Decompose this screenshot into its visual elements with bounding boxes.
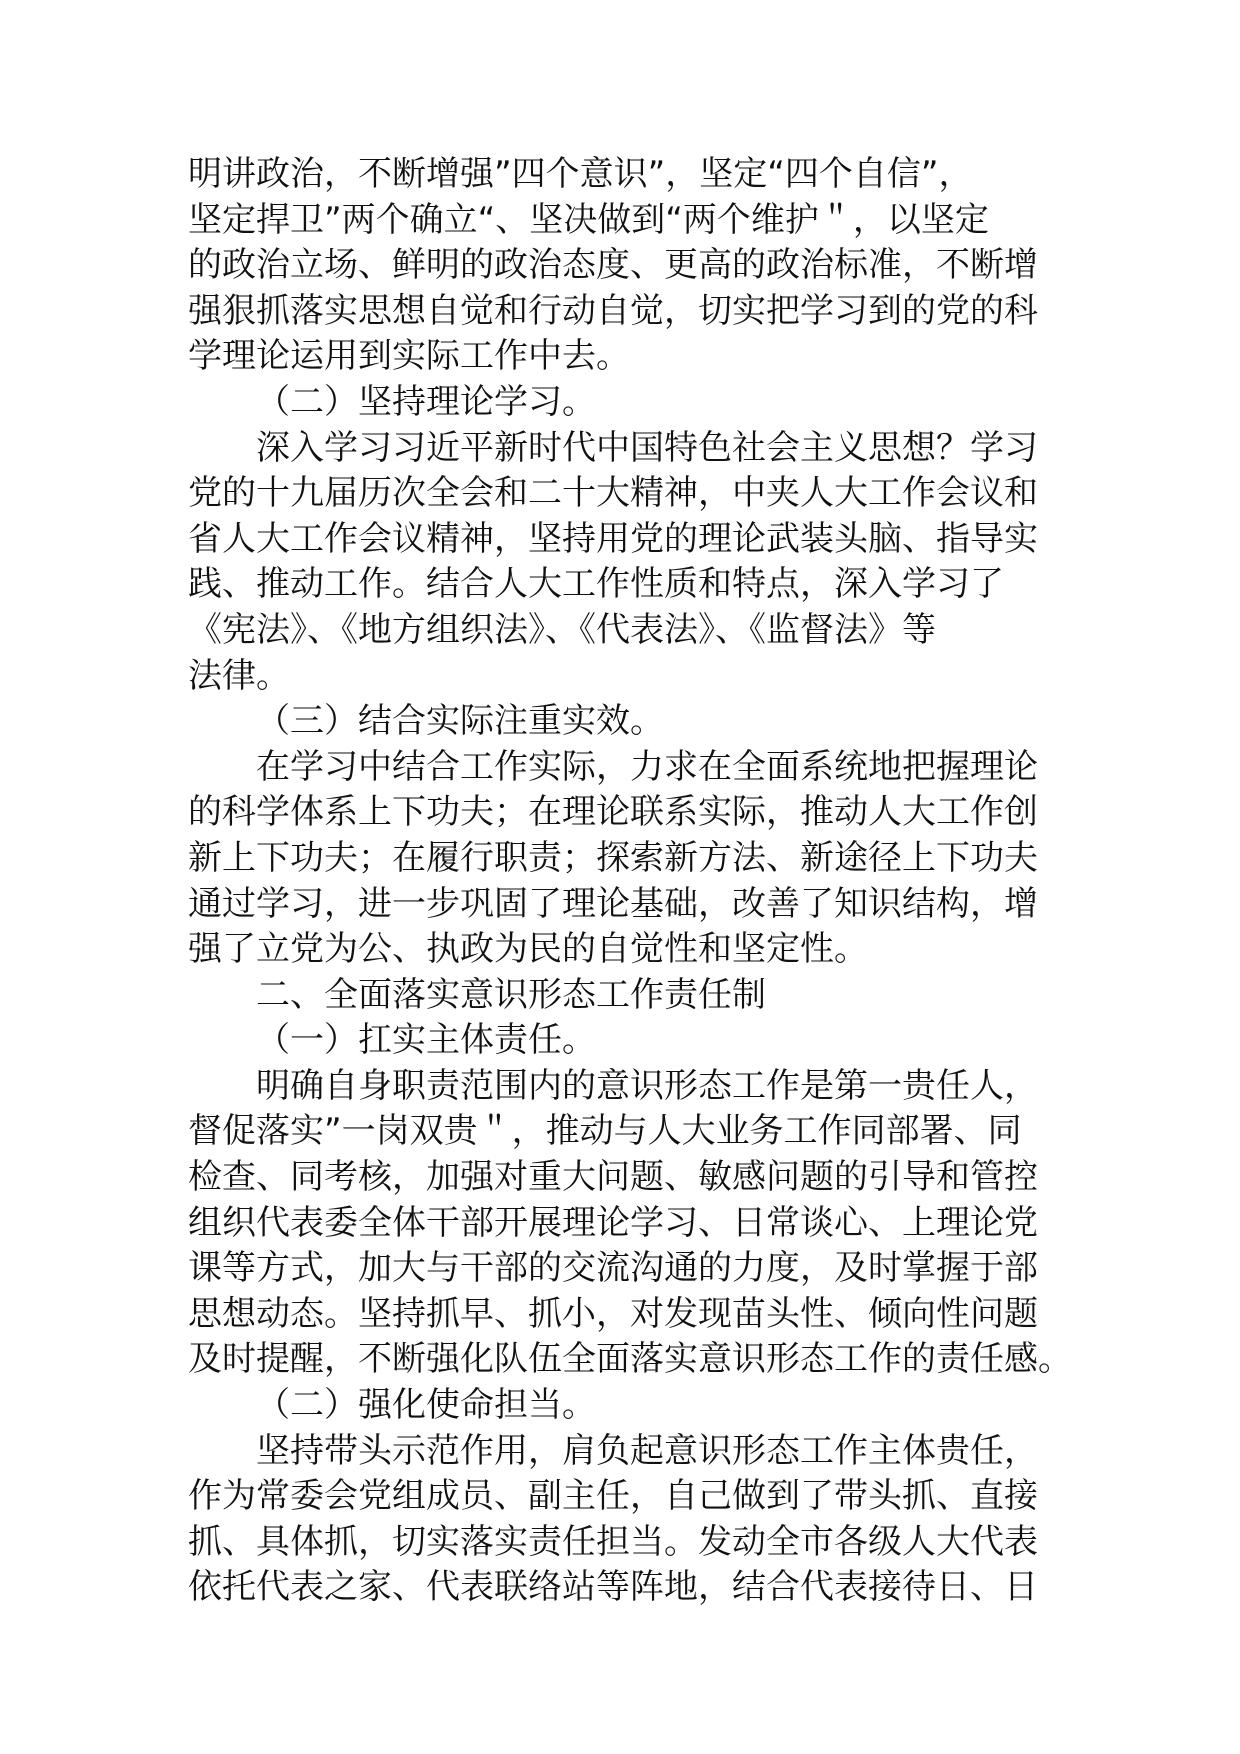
text-line: 强狠抓落实思想自觉和行动自觉，切实把学习到的党的科: [188, 290, 1038, 331]
text-line: 督促落实”一岗双贵＂，推动与人大业务工作同部署、同: [188, 1111, 1022, 1152]
section-heading: （一）扛实主体责任。: [256, 1020, 596, 1061]
text-line: 作为常委会党组成员、副主任，自己做到了带头抓、直接: [188, 1476, 1038, 1517]
text-line: 课等方式，加大与干部的交流沟通的力度，及时掌握于部: [188, 1248, 1038, 1289]
text-line: 依托代表之家、代表联络站等阵地，结合代表接待日、日: [188, 1567, 1038, 1608]
text-line: 及时提醒，不断强化队伍全面落实意识形态工作的责任感。: [188, 1339, 1072, 1380]
text-line: 学理论运用到实际工作中去。: [188, 336, 630, 377]
text-line: 思想动态。坚持抓早、抓小，对发现苗头性、倾向性问题: [188, 1293, 1038, 1334]
document-body: [188, 152, 1072, 1611]
text-line: 新上下功夫；在履行职责；探索新方法、新途径上下功夫: [188, 837, 1038, 878]
section-heading: （二）坚持理论学习。: [256, 381, 596, 422]
text-line: 通过学习，进一步巩固了理论基础，改善了知识结构，增: [188, 883, 1038, 924]
paragraph-first-line: 深入学习习近平新时代中国特色社会主义思想？学习: [256, 427, 1038, 468]
text-line: 抓、具体抓，切实落实责任担当。发动全市各级人大代表: [188, 1521, 1038, 1562]
text-line: 践、推动工作。结合人大工作性质和特点，深入学习了: [188, 564, 1004, 605]
text-line: 组织代表委全体干部开展理论学习、日常谈心、上理论党: [188, 1202, 1038, 1243]
text-line: 的科学体系上下功夫；在理论联系实际，推动人大工作创: [188, 792, 1038, 833]
text-line: 法律。: [188, 655, 290, 696]
paragraph-first-line: 坚持带头示范作用，肩负起意识形态工作主体贵任，: [256, 1430, 1038, 1471]
text-line: 的政治立场、鲜明的政治态度、更高的政治标准，不断增: [188, 245, 1038, 286]
text-line: 党的十九届历次全会和二十大精神，中夹人大工作会议和: [188, 473, 1038, 514]
section-heading: （二）强化使命担当。: [256, 1385, 596, 1426]
text-line: 《宪法》、《地方组织法》、《代表法》、《监督法》等: [188, 609, 936, 650]
text-line: 强了立党为公、执政为民的自觉性和坚定性。: [188, 929, 868, 970]
text-line: 检查、同考核，加强对重大问题、敏感问题的引导和管控: [188, 1157, 1038, 1198]
text-line: 省人大工作会议精神，坚持用党的理论武装头脑、指导实: [188, 518, 1038, 559]
text-line: 坚定捍卫”两个确立“、坚决做到“两个维护＂，以坚定: [188, 199, 989, 240]
paragraph-first-line: 明确自身职责范围内的意识形态工作是第一贵任人，: [256, 1065, 1038, 1106]
paragraph-first-line: 在学习中结合工作实际，力求在全面系统地把握理论: [256, 746, 1038, 787]
chapter-heading: 二、全面落实意识形态工作责任制: [256, 974, 766, 1015]
section-heading: （三）结合实际注重实效。: [256, 701, 664, 742]
text-line: 明讲政治，不断增强”四个意识”，坚定“四个自信”，: [188, 154, 973, 194]
